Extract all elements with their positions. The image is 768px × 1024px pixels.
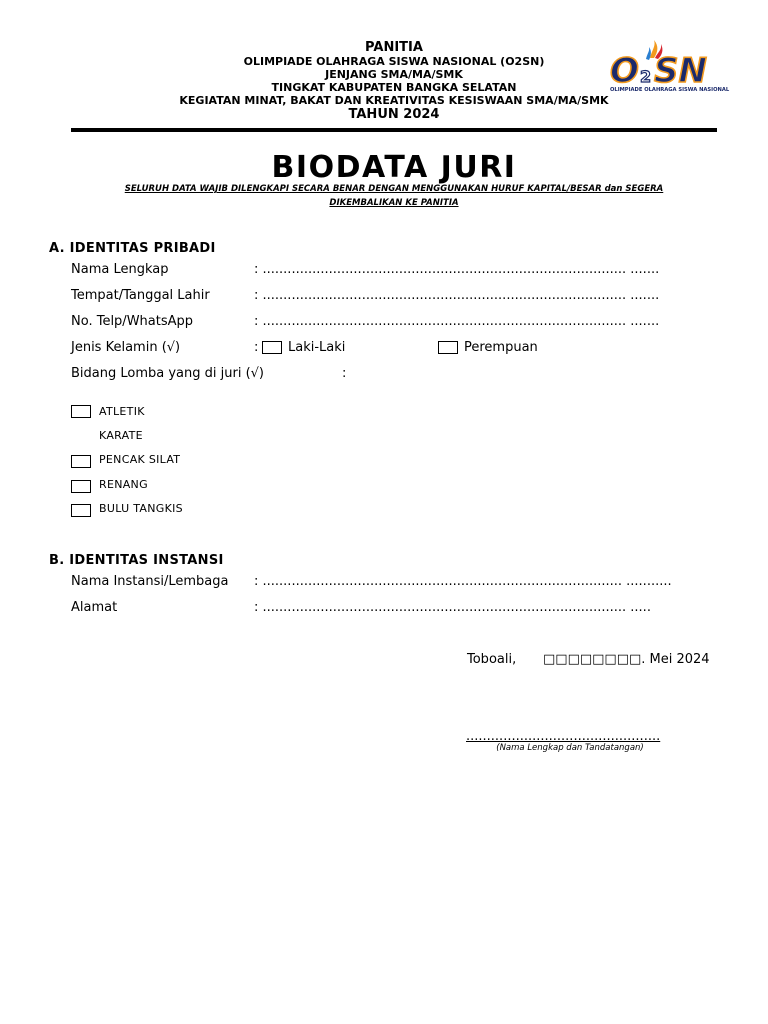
checkbox-male[interactable] — [262, 341, 282, 354]
field-input-institution[interactable]: : ....................................................................................... ........... — [254, 574, 672, 589]
option-bulu-tangkis-label: BULU TANGKIS — [99, 502, 183, 515]
header-level: JENJANG SMA/MA/SMK — [325, 68, 463, 81]
field-input-address[interactable]: : ........................................................................................ ..... — [254, 600, 651, 615]
gender-colon: : — [254, 340, 259, 355]
sport-colon: : — [342, 366, 347, 381]
field-input-full-name[interactable]: : ........................................................................................ ....... — [254, 262, 660, 277]
header-activity: KEGIATAN MINAT, BAKAT DAN KREATIVITAS KESISWAAN SMA/MA/SMK — [179, 94, 609, 107]
signature-line[interactable]: ............................................... — [466, 729, 661, 744]
field-label-full-name: Nama Lengkap — [71, 262, 169, 277]
logo-tagline: OLIMPIADE OLAHRAGA SISWA NASIONAL — [610, 87, 730, 93]
logo-letter-2: 2 — [640, 67, 652, 86]
field-label-gender: Jenis Kelamin (√) — [71, 340, 181, 355]
section-a-heading: A. IDENTITAS PRIBADI — [49, 241, 216, 256]
field-label-sport: Bidang Lomba yang di juri (√) — [71, 366, 265, 381]
logo-letter-o: O — [610, 51, 639, 91]
field-label-address: Alamat — [71, 600, 118, 615]
section-b-heading: B. IDENTITAS INSTANSI — [49, 553, 224, 568]
checkbox-female[interactable] — [438, 341, 458, 354]
field-input-phone[interactable]: : ........................................................................................ ....... — [254, 314, 660, 329]
header-event-name: OLIMPIADE OLAHRAGA SISWA NASIONAL (O2SN) — [243, 55, 545, 68]
signature-place: Toboali, — [467, 652, 517, 667]
signature-caption: (Nama Lengkap dan Tandatangan) — [496, 743, 644, 753]
header-divider — [71, 128, 717, 132]
option-renang-label: RENANG — [99, 478, 148, 491]
instruction-note-line1: SELURUH DATA WAJIB DILENGKAPI SECARA BENAR DENGAN MENGGUNAKAN HURUF KAPITAL/BESAR dan SEGERA — [124, 184, 664, 194]
field-label-phone: No. Telp/WhatsApp — [71, 314, 194, 329]
logo-letters-sn: SN — [654, 51, 707, 91]
field-label-birth: Tempat/Tanggal Lahir — [71, 288, 210, 303]
signature-date: □□□□□□□□. Mei 2024 — [543, 652, 710, 667]
checkbox-renang[interactable] — [71, 480, 91, 493]
option-male-label: Laki-Laki — [288, 340, 346, 355]
header-region: TINGKAT KABUPATEN BANGKA SELATAN — [271, 81, 517, 94]
field-label-institution: Nama Instansi/Lembaga — [71, 574, 229, 589]
header-committee: PANITIA — [365, 40, 423, 55]
field-input-birth[interactable]: : ........................................................................................ ....... — [254, 288, 660, 303]
flame-blue-icon — [646, 47, 651, 60]
page-title: BIODATA JURI — [271, 150, 517, 185]
option-karate-label: KARATE — [99, 429, 143, 442]
o2sn-logo-graphic — [606, 38, 740, 94]
checkbox-pencak-silat[interactable] — [71, 455, 91, 468]
option-pencak-silat-label: PENCAK SILAT — [99, 453, 181, 466]
option-female-label: Perempuan — [464, 340, 538, 355]
header-year: TAHUN 2024 — [348, 107, 440, 122]
option-atletik-label: ATLETIK — [99, 405, 145, 418]
instruction-note-line2: DIKEMBALIKAN KE PANITIA — [329, 198, 459, 208]
o2sn-logo — [606, 38, 740, 94]
checkbox-bulu-tangkis[interactable] — [71, 504, 91, 517]
checkbox-atletik[interactable] — [71, 405, 91, 418]
